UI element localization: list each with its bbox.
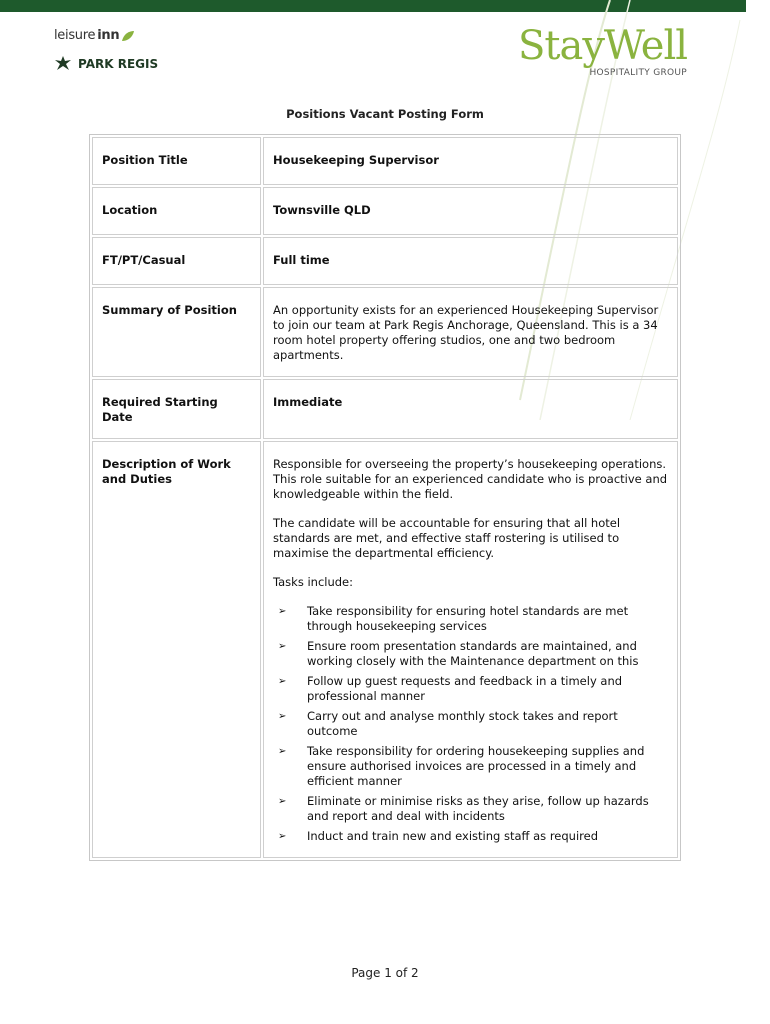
arrow-bullet-icon: ➢ <box>278 796 287 807</box>
brand-logos-left <box>54 28 158 73</box>
list-item <box>273 709 669 739</box>
task-text: Eliminate or minimise risks as they arise, follow up hazards and report and deal with incidents <box>307 794 649 823</box>
arrow-bullet-icon: ➢ <box>278 831 287 842</box>
list-item <box>273 639 669 669</box>
list-item <box>273 604 669 634</box>
value-location: Townsville QLD <box>263 187 678 235</box>
arrow-bullet-icon: ➢ <box>278 641 287 652</box>
arrow-bullet-icon: ➢ <box>278 711 287 722</box>
row-position-title <box>92 137 678 185</box>
value-summary: An opportunity exists for an experienced Housekeeping Supervisor to join our team at Park Regis Anchorage, Queensland. This is a 34 room hotel property offering studios, one and two bedroom apartments. <box>263 287 678 377</box>
value-employment: Full time <box>263 237 678 285</box>
label-location: Location <box>92 187 261 235</box>
park-regis-emblem-icon <box>54 55 72 73</box>
header-bar <box>0 0 746 12</box>
label-position-title: Position Title <box>92 137 261 185</box>
staywell-subtitle: HOSPITALITY GROUP <box>589 68 688 78</box>
value-duties <box>263 441 678 858</box>
list-item <box>273 744 669 789</box>
task-text: Take responsibility for ensuring hotel standards are met through housekeeping services <box>307 604 629 633</box>
task-text: Ensure room presentation standards are maintained, and working closely with the Maintenance department on this <box>307 639 639 668</box>
label-start-date: Required Starting Date <box>92 379 261 439</box>
page-number: Page 1 of 2 <box>351 966 419 980</box>
park-regis-text: PARK REGIS <box>78 57 159 71</box>
list-item <box>273 829 669 844</box>
park-regis-logo <box>54 55 158 73</box>
label-duties: Description of Work and Duties <box>92 441 261 858</box>
staywell-name: StayWell <box>518 23 688 69</box>
staywell-logo <box>518 23 688 78</box>
arrow-bullet-icon: ➢ <box>278 746 287 757</box>
row-location <box>92 187 678 235</box>
row-duties <box>92 441 678 858</box>
task-text: Induct and train new and existing staff as required <box>307 829 599 843</box>
row-start-date <box>92 379 678 439</box>
leisure-inn-logo <box>54 28 158 43</box>
tasks-heading: Tasks include: <box>273 575 354 589</box>
leaf-icon <box>121 30 135 42</box>
arrow-bullet-icon: ➢ <box>278 676 287 687</box>
label-summary: Summary of Position <box>92 287 261 377</box>
value-position-title: Housekeeping Supervisor <box>263 137 678 185</box>
arrow-bullet-icon: ➢ <box>278 606 287 617</box>
form-title: Positions Vacant Posting Form <box>286 107 484 121</box>
row-employment <box>92 237 678 285</box>
label-employment: FT/PT/Casual <box>92 237 261 285</box>
leisure-inn-light: leisure <box>54 28 96 43</box>
value-start-date: Immediate <box>263 379 678 439</box>
task-text: Carry out and analyse monthly stock takes and report outcome <box>307 709 618 738</box>
row-summary <box>92 287 678 377</box>
task-text: Take responsibility for ordering housekeeping supplies and ensure authorised invoices are processed in a timely and efficient manner <box>307 744 645 788</box>
tasks-list <box>273 604 669 844</box>
list-item <box>273 794 669 824</box>
duties-paragraph-1: Responsible for overseeing the property’s housekeeping operations. This role suitable for an experienced candidate who is proactive and knowledgeable within the field. <box>273 457 668 501</box>
posting-form-table <box>89 134 681 861</box>
leisure-inn-bold: inn <box>97 28 120 43</box>
list-item <box>273 674 669 704</box>
duties-paragraph-2: The candidate will be accountable for ensuring that all hotel standards are met, and effective staff rostering is utilised to maximise the departmental efficiency. <box>273 516 621 560</box>
task-text: Follow up guest requests and feedback in a timely and professional manner <box>307 674 623 703</box>
